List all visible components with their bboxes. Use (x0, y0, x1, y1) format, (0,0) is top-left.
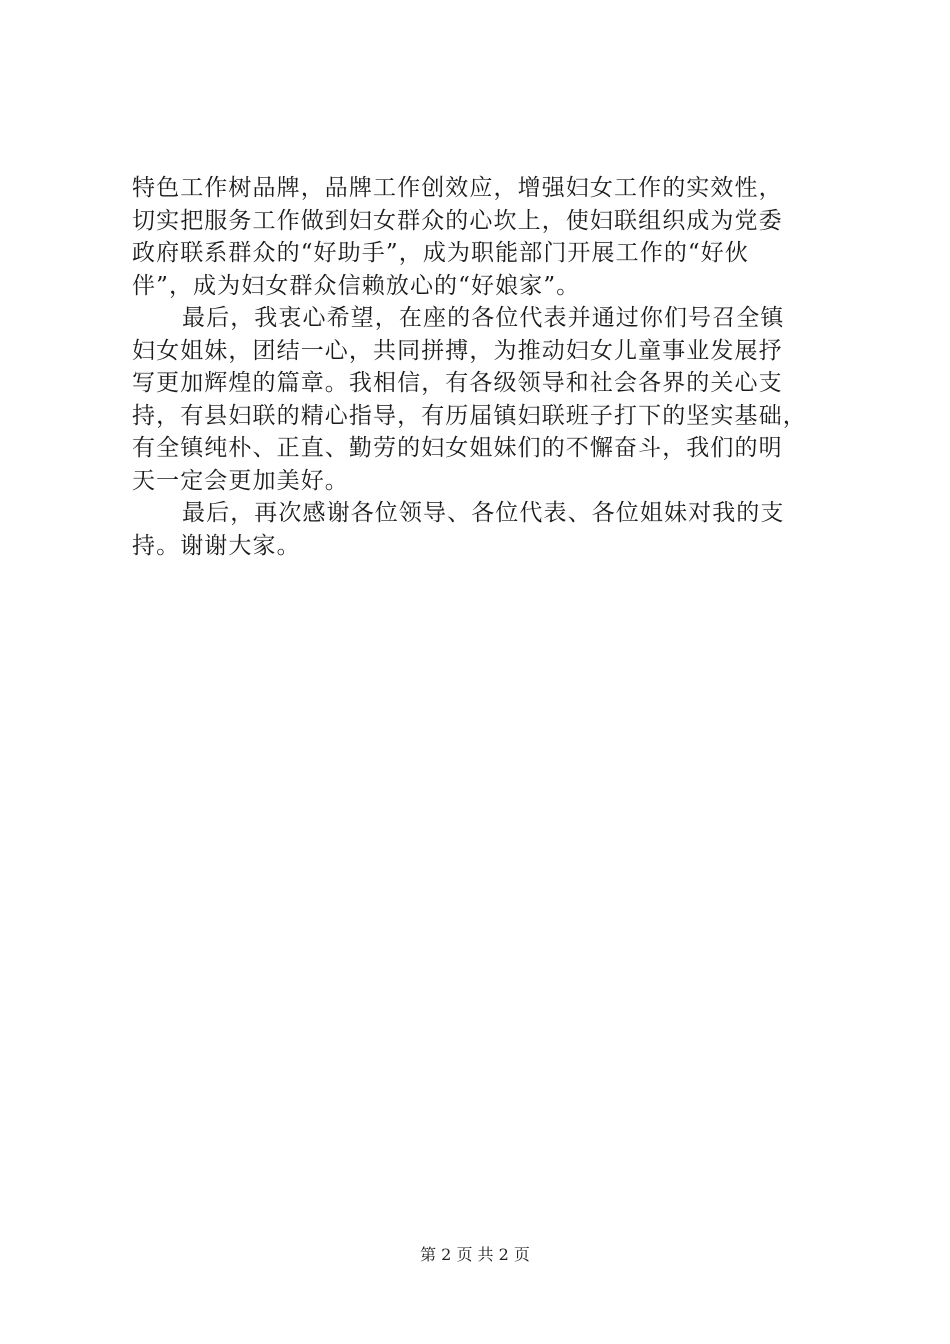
text-line: 特色工作树品牌，品牌工作创效应，增强妇女工作的实效性， (132, 175, 783, 201)
text-line: 天一定会更加美好。 (132, 467, 349, 494)
text-line: 妇女姐妹，团结一心，共同拼搏，为推动妇女儿童事业发展抒 (132, 337, 783, 364)
text-line: 伴”，成为妇女群众信赖放心的“好娘家”。 (132, 272, 581, 299)
text-line: 持，有县妇联的精心指导，有历届镇妇联班子打下的坚实基础， (132, 402, 807, 429)
text-line: 有全镇纯朴、正直、勤劳的妇女姐妹们的不懈奋斗，我们的明 (132, 435, 783, 461)
text-line: 政府联系群众的“好助手”，成为职能部门开展工作的“好伙 (132, 240, 749, 266)
text-line: 写更加辉煌的篇章。我相信，有各级领导和社会各界的关心支 (132, 370, 783, 396)
page-number-footer: 第 2 页 共 2 页 (420, 1245, 530, 1264)
text-line: 持。谢谢大家。 (132, 532, 301, 559)
paragraph-start-line: 最后，再次感谢各位领导、各位代表、各位姐妹对我的支 (182, 500, 785, 526)
text-line: 切实把服务工作做到妇女群众的心坎上，使妇联组织成为党委 (132, 207, 783, 234)
document-body (132, 172, 842, 562)
paragraph-start-line: 最后，我衷心希望，在座的各位代表并通过你们号召全镇 (182, 305, 785, 331)
